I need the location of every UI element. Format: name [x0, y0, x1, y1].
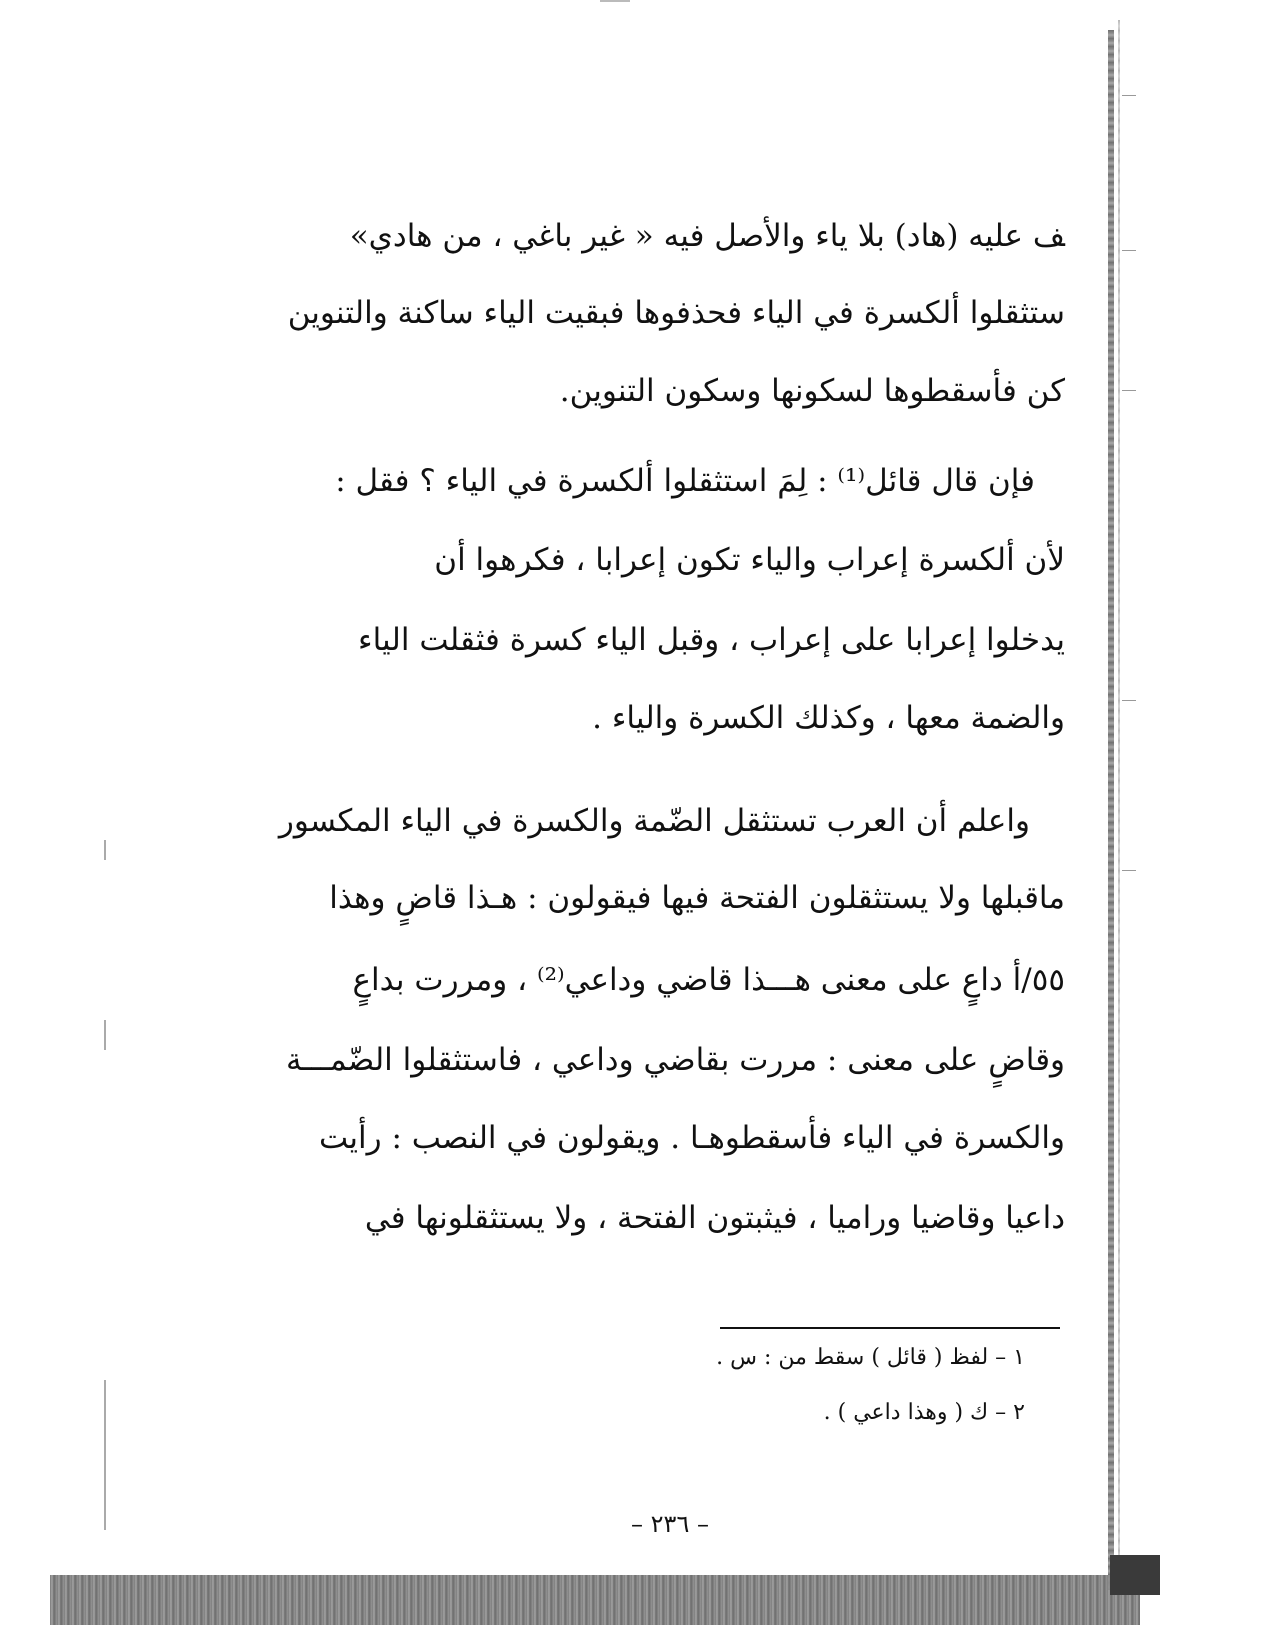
- scan-smudge: [600, 0, 630, 2]
- binding-tick: [1122, 700, 1136, 701]
- text-line: ماقبلها ولا يستثقلون الفتحة فيها فيقولون : هـذا قاضٍ وهذا: [329, 880, 1065, 916]
- footnote: ٢ – ك ( وهذا داعي ) .: [823, 1400, 1025, 1425]
- text-line: واعلم أن العرب تستثقل الضّمة والكسرة في الياء المكسور: [278, 803, 1030, 839]
- text-line: يدخلوا إعرابا على إعراب ، وقبل الياء كسرة فثقلت الياء: [358, 622, 1065, 658]
- binding-edge-thin: [1118, 20, 1120, 1590]
- binding-tick: [1122, 95, 1136, 96]
- binding-tick: [1122, 390, 1136, 391]
- binding-tick: [1122, 250, 1136, 251]
- page-bottom-shadow: [50, 1575, 1140, 1625]
- footnote: ١ – لفظ ( قائل ) سقط من : س .: [716, 1345, 1025, 1370]
- footnote-divider: [720, 1327, 1060, 1329]
- text-line: فإن قال قائل⁽¹⁾ : لِمَ استثقلوا ألكسرة في الياء ؟ فقل :: [335, 463, 1035, 499]
- scan-mark: [104, 840, 106, 860]
- binding-tick: [1122, 870, 1136, 871]
- text-line: ﻒ عليه (هاد) بلا ياء والأصل فيه « غير باغي ، من هادي»: [349, 218, 1065, 254]
- scan-corner: [1110, 1555, 1160, 1595]
- scan-mark: [104, 1020, 106, 1050]
- binding-edge: [1108, 30, 1114, 1590]
- text-line: كن فأسقطوها لسكونها وسكون التنوين.: [559, 373, 1065, 409]
- text-line: والضمة معها ، وكذلك الكسرة والياء .: [592, 700, 1065, 736]
- text-line: والكسرة في الياء فأسقطوهـا . ويقولون في النصب : رأيت: [318, 1120, 1065, 1156]
- scan-mark: [104, 1380, 106, 1530]
- text-line: داعيا وقاضيا وراميا ، فيثبتون الفتحة ، ولا يستثقلونها في: [364, 1200, 1065, 1236]
- text-line: ٥٥/أ داعٍ على معنى هـــذا قاضي وداعي⁽²⁾ ، ومررت بداعٍ: [352, 962, 1065, 998]
- text-line: ستثقلوا ألكسرة في الياء فحذفوها فبقيت الياء ساكنة والتنوين: [287, 295, 1065, 331]
- text-line: لأن ألكسرة إعراب والياء تكون إعرابا ، فكرهوا أن: [434, 542, 1065, 578]
- text-line: وقاضٍ على معنى : مررت بقاضي وداعي ، فاستثقلوا الضّمـــة: [286, 1042, 1065, 1078]
- page-number: – ٢٣٦ –: [631, 1510, 709, 1538]
